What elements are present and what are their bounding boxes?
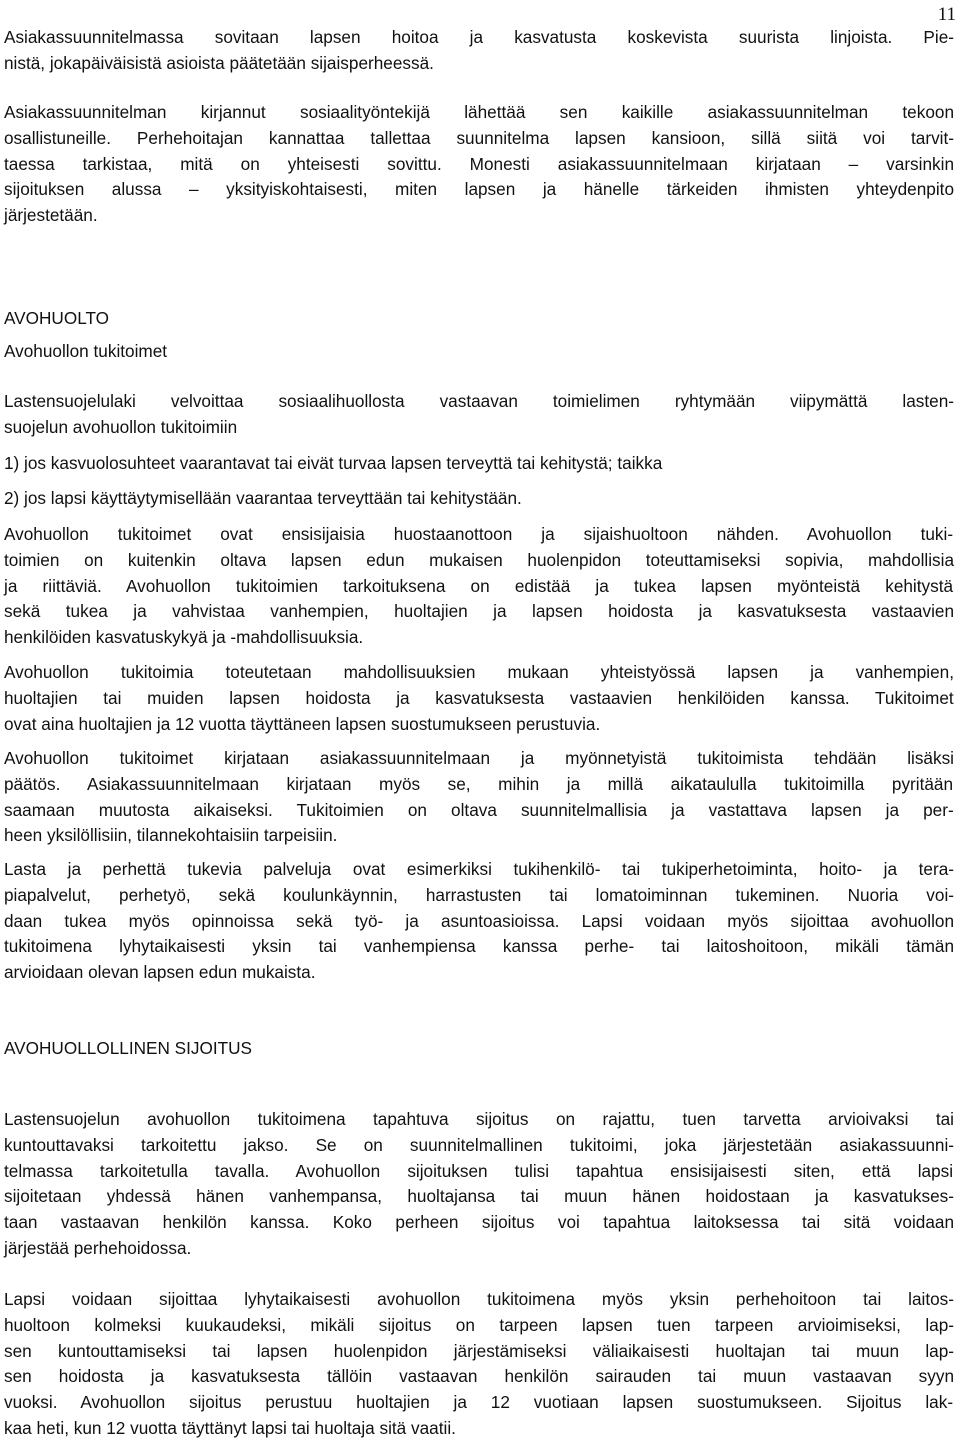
paragraph-law: Lastensuojelulaki velvoittaa sosiaalihuollosta vastaavan toimielimen ryhtymään viipymättä lasten- suojelun avohuollon tukitoimiin bbox=[4, 391, 954, 437]
section-heading-avohuolto: AVOHUOLTO bbox=[4, 308, 110, 328]
paragraph-priority: Avohuollon tukitoimet ovat ensisijaisia huostaanottoon ja sijaishuoltoon nähden. Avohuollon tuki- toimien on kuitenkin oltava lapsen edun mukaisen huolenpidon toteuttamiseksi sopivia, mahdollisia ja riittäviä. Avohuollon tukitoimien tarkoituksena on edistää ja tukea lapsen myönteistä kehitystä sekä tukea ja vahvistaa vanhempien, huoltajien ja lapsen hoidosta ja kasvatuksesta vastaavien henkilöiden kasvatuskykyä ja -mahdollisuuksia. bbox=[4, 524, 954, 648]
list-item-2: 2) jos lapsi käyttäytymisellään vaarantaa terveyttään tai kehitystään. bbox=[4, 488, 522, 508]
paragraph-placement: Lastensuojelun avohuollon tukitoimena tapahtuva sijoitus on rajattu, tuen tarvetta arvioivaksi tai kuntouttavaksi tarkoitettu jakso. Se on suunnitelmallinen tukitoimi, joka järjestetään asiakassuunni- telmassa tarkoitetulla tavalla. Avohuollon sijoituksen tulisi tapahtua ensisijaisesti siten, että lapsi sijoitetaan yhdessä hänen vanhempansa, huoltajansa tai muun hänen hoidostaan ja kasvatukses- taan vastaavan henkilön kanssa. Koko perheen sijoitus voi tapahtua laitoksessa tai sitä voidaan järjestää perhehoidossa. bbox=[4, 1109, 954, 1258]
paragraph-intro: Asiakassuunnitelmassa sovitaan lapsen hoitoa ja kasvatusta koskevista suurista linjoista. Pie- nistä, jokapäiväisistä asioista päätetään sijaisperheessä. bbox=[4, 27, 954, 73]
paragraph-services: Lasta ja perhettä tukevia palveluja ovat esimerkiksi tukihenkilö- tai tukiperhetoiminta, hoito- ja tera- piapalvelut, perhetyö, sekä koulunkäynnin, harrastusten tai lomatoiminnan tukeminen. Nuoria voi- daan tukea myös opinnoissa sekä työ- ja asuntoasioissa. Lapsi voidaan myös sijoittaa avohuollon tukitoimena lyhytaikaisesti yksin tai vanhempiensa kanssa perhe- tai laitoshoitoon, mikäli tämän arvioidaan olevan lapsen edun mukaista. bbox=[4, 859, 954, 983]
paragraph-short-term: Lapsi voidaan sijoittaa lyhytaikaisesti avohuollon tukitoimena myös yksin perhehoitoon tai laitos- huoltoon kolmeksi kuukaudeksi, mikäli sijoitus on tarpeen lapsen tuen tarpeen arvioimiseksi, lap- sen kuntouttamiseksi tai lapsen huolenpidon järjestämiseksi väliaikaisesti huoltajan tai muun lap- sen hoidosta ja kasvatuksesta tällöin vastaavan henkilön sairauden tai muun vastaavan syyn vuoksi. Avohuollon sijoitus perustuu huoltajien ja 12 vuotiaan lapsen suostumukseen. Sijoitus lak- kaa heti, kun 12 vuotta täyttänyt lapsi tai huoltaja sitä vaatii. bbox=[4, 1289, 954, 1438]
section-heading-sijoitus: AVOHUOLLOLLINEN SIJOITUS bbox=[4, 1038, 253, 1058]
paragraph-cooperation: Avohuollon tukitoimia toteutetaan mahdollisuuksien mukaan yhteistyössä lapsen ja vanhempien, huoltajien tai muiden lapsen hoidosta ja kasvatuksesta vastaavien henkilöiden kanssa. Tukitoimet ovat aina huoltajien ja 12 vuotta täyttäneen lapsen suostumukseen perustuvia. bbox=[4, 662, 954, 734]
paragraph-distribution: Asiakassuunnitelman kirjannut sosiaalityöntekijä lähettää sen kaikille asiakassuunnitelman tekoon osallistuneille. Perhehoitajan kannattaa tallettaa suunnitelma lapsen kansioon, sillä siitä voi tarvit- taessa tarkistaa, mitä on yhteisesti sovittu. Monesti asiakassuunnitelmaan kirjataan – varsinkin sijoituksen alussa – yksityiskohtaisesti, miten lapsen ja hänelle tärkeiden ihmisten yhteydenpito järjestetään. bbox=[4, 102, 954, 226]
list-item-1: 1) jos kasvuolosuhteet vaarantavat tai eivät turvaa lapsen terveyttä tai kehitystä; taikka bbox=[4, 453, 663, 473]
subheading-tukitoimet: Avohuollon tukitoimet bbox=[4, 341, 168, 361]
paragraph-decision: Avohuollon tukitoimet kirjataan asiakassuunnitelmaan ja myönnetyistä tukitoimista tehdään lisäksi päätös. Asiakassuunnitelmaan kirjataan myös se, mihin ja millä aikataululla tukitoimilla pyritään saamaan muutosta aikaiseksi. Tukitoimien on oltava suunnitelmallisia ja vastattava lapsen ja per- heen yksilöllisiin, tilannekohtaisiin tarpeisiin. bbox=[4, 748, 954, 846]
page-number: 11 bbox=[937, 4, 956, 25]
